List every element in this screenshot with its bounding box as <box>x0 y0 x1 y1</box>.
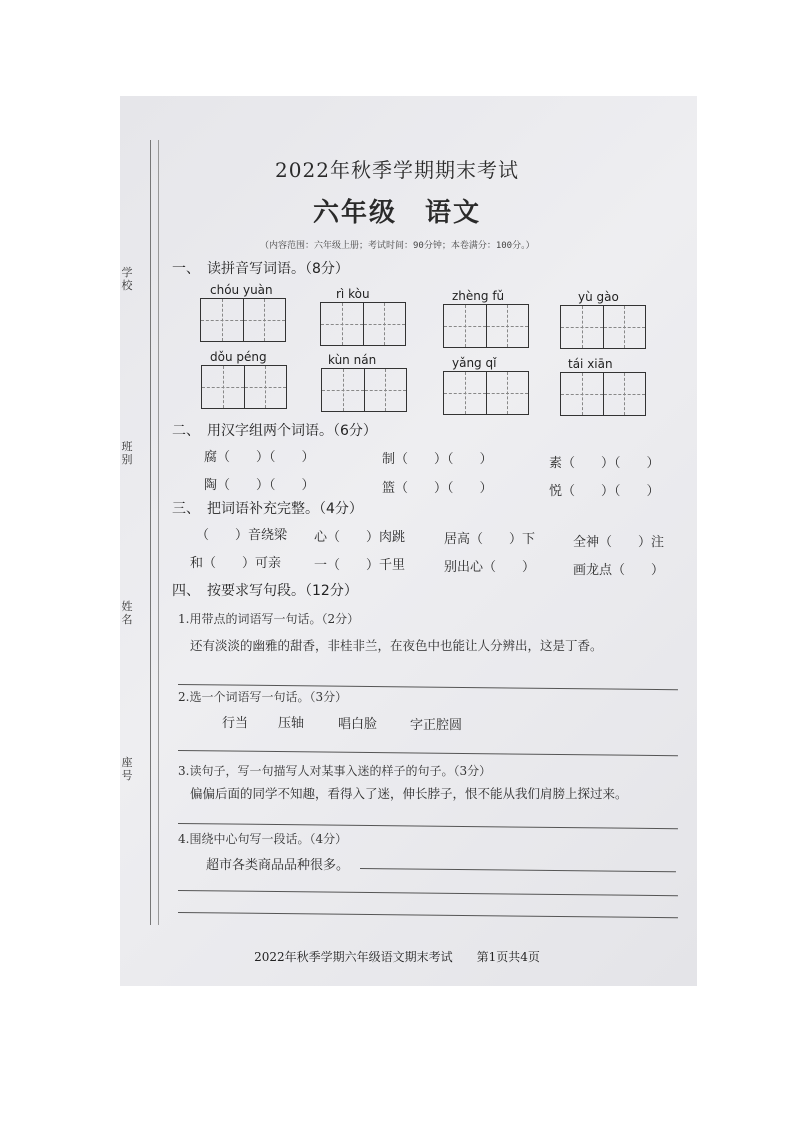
writing-box-7[interactable] <box>443 371 529 415</box>
question-1-prompt: 1.用带点的词语写一句话。（2分） <box>178 612 360 626</box>
pinyin-4: yù gào <box>578 290 619 304</box>
option-word-2: 压轴 <box>278 716 305 731</box>
word-group-lan[interactable]: 篮（ ）（ ） <box>382 481 493 496</box>
side-label-seat: 座 号 <box>121 756 133 782</box>
pinyin-1: chóu yuàn <box>210 283 273 297</box>
idiom-8[interactable]: 画龙点（ ） <box>573 563 665 578</box>
idiom-6[interactable]: 一（ ）千里 <box>314 558 406 573</box>
idiom-3[interactable]: 居高（ ）下 <box>444 532 536 547</box>
section3-heading: 三、 把词语补充完整。（4分） <box>172 501 363 517</box>
writing-box-1[interactable] <box>200 298 286 342</box>
binding-line <box>150 140 151 925</box>
pinyin-3: zhèng fǔ <box>452 289 505 303</box>
side-label-class: 班 别 <box>121 440 133 466</box>
scope-note: （内容范围：六年级上册；考试时间：90分钟；本卷满分：100分。） <box>260 241 535 251</box>
question-3-sentence: 偏偏后面的同学不知趣，看得入了迷，伸长脖子，恨不能从我们肩膀上探过来。 <box>190 786 628 801</box>
idiom-2[interactable]: 心（ ）肉跳 <box>314 530 406 545</box>
section2-heading: 二、 用汉字组两个词语。（6分） <box>172 423 377 439</box>
option-word-4: 字正腔圆 <box>410 718 463 733</box>
writing-box-8[interactable] <box>560 372 646 416</box>
idiom-5[interactable]: 和（ ）可亲 <box>190 556 282 571</box>
writing-box-4[interactable] <box>560 305 646 349</box>
question-4-topic: 超市各类商品品种很多。 <box>206 858 350 873</box>
word-group-fu[interactable]: 腐（ ）（ ） <box>204 450 315 465</box>
pinyin-2: rì kòu <box>336 287 370 301</box>
side-label-name: 姓 名 <box>121 600 133 626</box>
page-footer: 2022年秋季学期六年级语文期末考试 第1页共4页 <box>254 950 540 964</box>
binding-line-inner <box>158 140 159 925</box>
idiom-7[interactable]: 别出心（ ） <box>444 560 536 575</box>
question-4-prompt: 4.围绕中心句写一段话。（4分） <box>178 832 348 846</box>
writing-box-6[interactable] <box>321 368 407 412</box>
writing-box-2[interactable] <box>320 302 406 346</box>
writing-box-3[interactable] <box>443 304 529 348</box>
side-label-school: 学 校 <box>121 266 133 292</box>
pinyin-6: kùn nán <box>328 353 377 367</box>
subject-title: 六年级 语文 <box>312 198 481 228</box>
option-word-3: 唱白脸 <box>338 717 378 732</box>
pinyin-8: tái xiān <box>568 357 613 371</box>
exam-title: 2022年秋季学期期末考试 <box>275 158 519 182</box>
writing-box-5[interactable] <box>201 365 287 409</box>
idiom-1[interactable]: （ ）音绕梁 <box>196 528 288 543</box>
word-group-yue[interactable]: 悦（ ）（ ） <box>549 484 660 499</box>
question-1-sentence: 还有淡淡的幽雅的甜香，非桂非兰，在夜色中也能让人分辨出，这是丁香。 <box>190 638 603 653</box>
option-word-1: 行当 <box>222 716 249 731</box>
pinyin-7: yǎng qǐ <box>452 356 497 370</box>
idiom-4[interactable]: 全神（ ）注 <box>573 535 665 550</box>
word-group-tao[interactable]: 陶（ ）（ ） <box>204 478 315 493</box>
section4-heading: 四、 按要求写句段。（12分） <box>172 583 358 599</box>
section1-heading: 一、 读拼音写词语。（8分） <box>172 261 349 277</box>
word-group-zhi[interactable]: 制（ ）（ ） <box>382 452 493 467</box>
word-group-su[interactable]: 素（ ）（ ） <box>549 456 660 471</box>
pinyin-5: dǒu péng <box>210 350 267 364</box>
question-2-prompt: 2.选一个词语写一句话。（3分） <box>178 690 348 704</box>
question-3-prompt: 3.读句子，写一句描写人对某事入迷的样子的句子。（3分） <box>178 764 492 778</box>
